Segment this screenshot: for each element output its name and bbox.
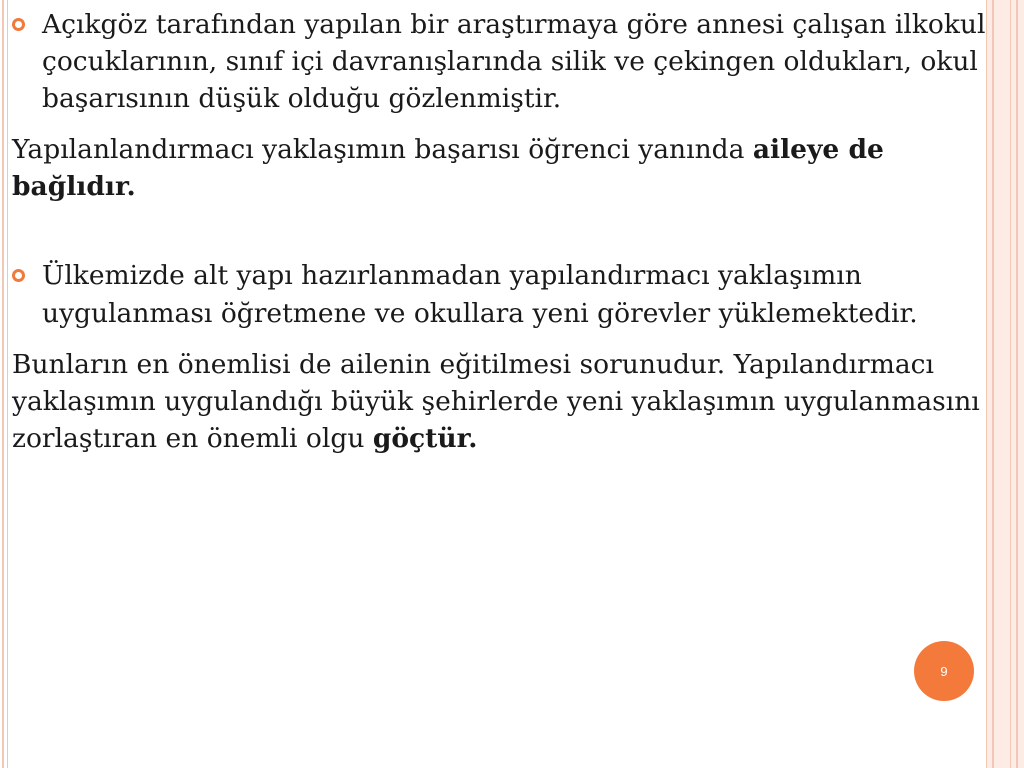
bullet-item-infrastructure — [12, 257, 1007, 331]
hollow-circle-bullet-icon — [12, 18, 25, 31]
paragraph-family-dependency — [12, 131, 1007, 205]
paragraph-migration — [12, 346, 1007, 457]
page-number-badge — [914, 641, 974, 701]
paragraph-research: Açıkgöz tarafından yapılan bir araştırmaya göre annesi çalışan ilkokul çocuklarının, sınıf içi davranışlarında silik ve çekingen oldukları, okul başarısının düşük olduğu gözlenmiştir. — [42, 9, 986, 115]
paragraph-emphasis: göçtür. — [372, 422, 478, 454]
left-border-line — [2, 0, 4, 768]
slide-content — [12, 6, 1007, 457]
paragraph-infrastructure: Ülkemizde alt yapı hazırlanmadan yapılandırmacı yaklaşımın uygulanması öğretmene ve okullara yeni görevler yüklemektedir. — [42, 260, 918, 329]
right-border-line — [1016, 0, 1018, 768]
left-border-line-inner — [7, 0, 8, 768]
hollow-circle-bullet-icon — [12, 269, 25, 282]
right-border-line — [1010, 0, 1011, 768]
paragraph-emphasis: aileye de bağlıdır. — [12, 134, 884, 203]
bullet-item-research — [12, 6, 1007, 117]
paragraph-text: Yapılanlandırmacı yaklaşımın başarısı öğrenci yanında — [12, 134, 753, 166]
paragraph-text: Bunların en önemlisi de ailenin eğitilmesi sorunudur. Yapılandırmacı yaklaşımın uygulandığı büyük şehirlerde yeni yaklaşımın uygulanmasını zorlaştıran en önemli olgu — [12, 348, 980, 454]
page-number: 9 — [940, 663, 948, 679]
